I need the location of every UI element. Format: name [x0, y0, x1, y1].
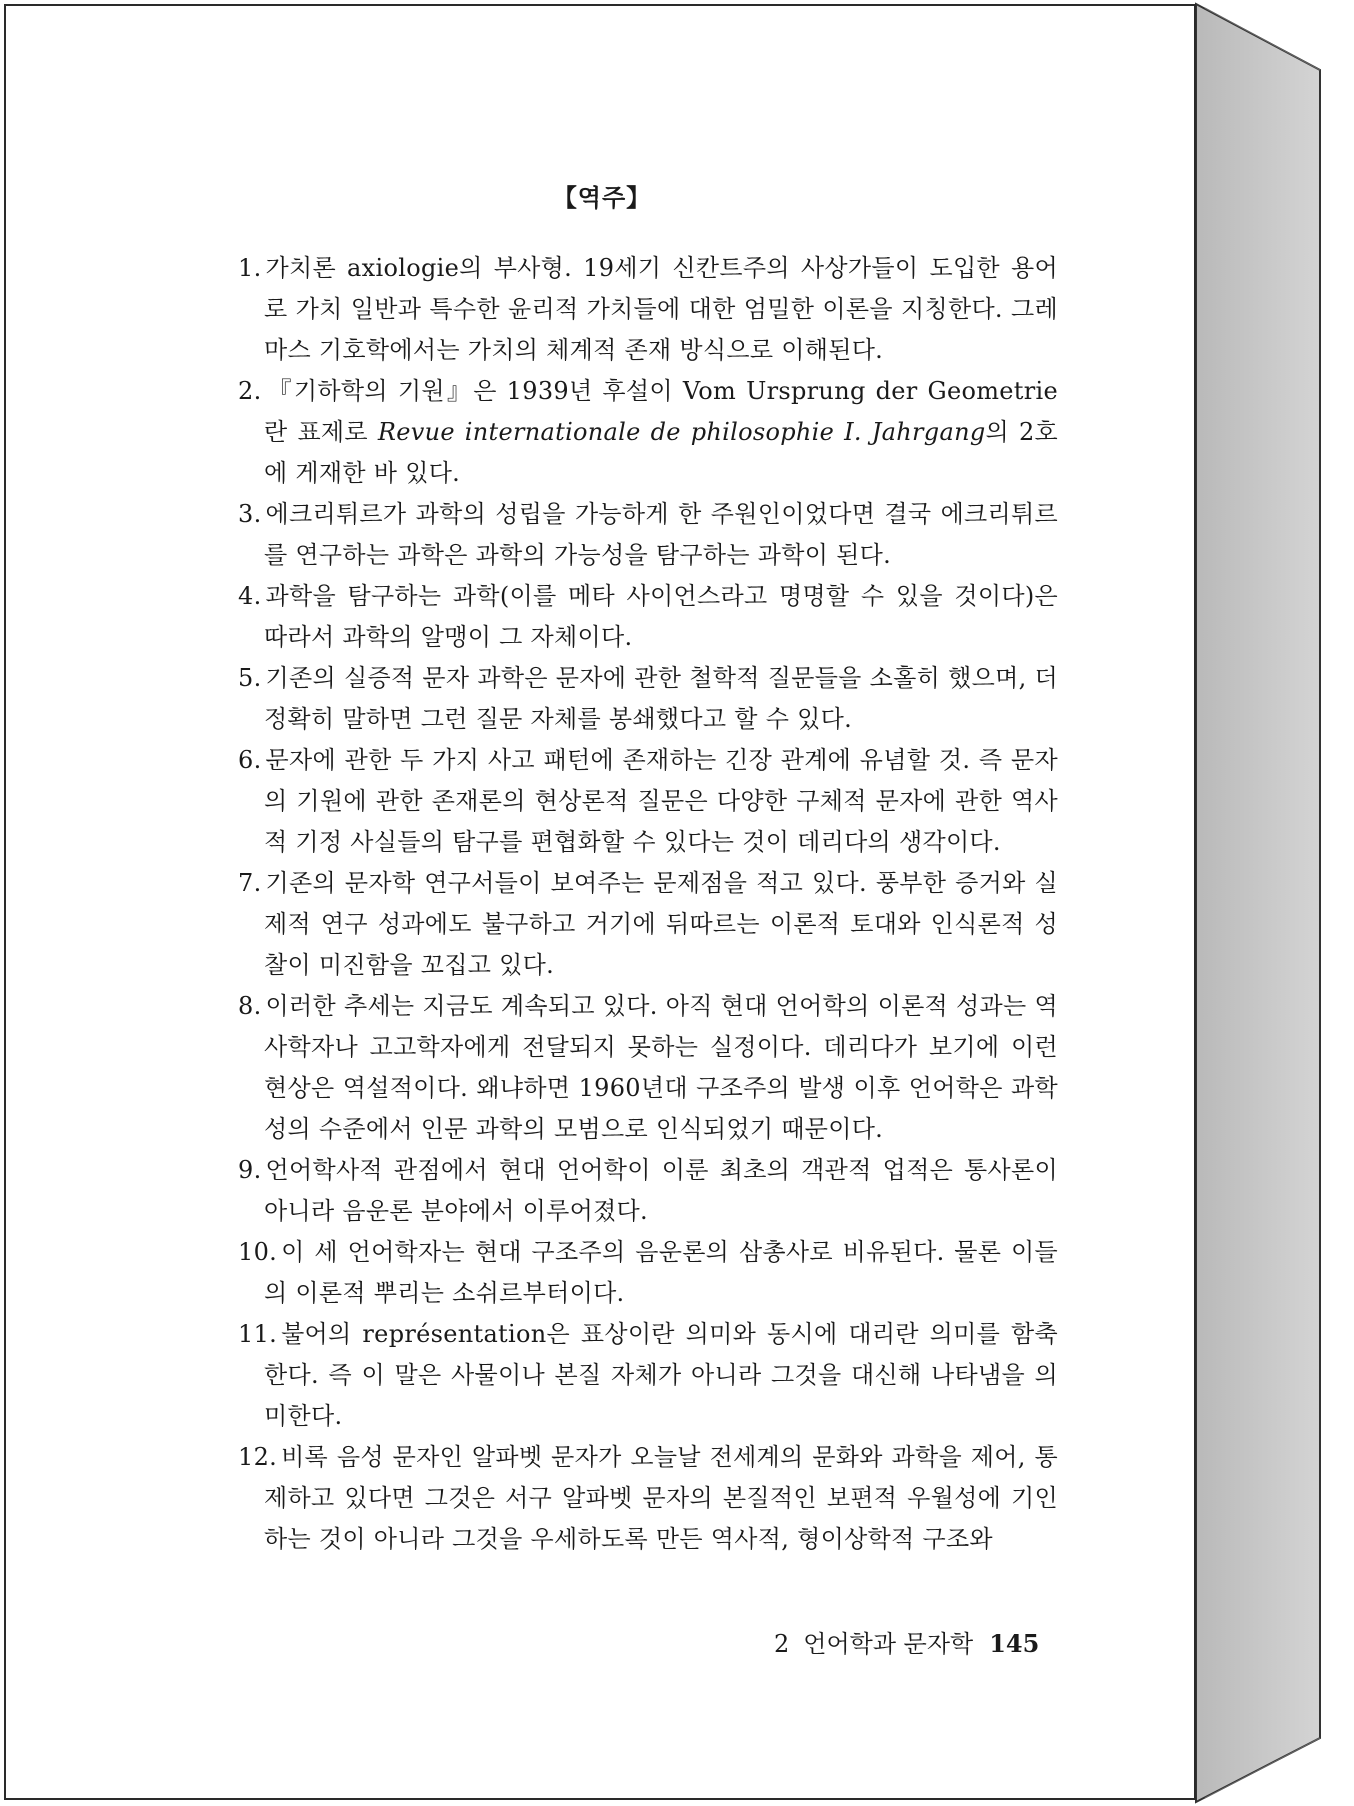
note-item: 11. 불어의 représentation은 표상이란 의미와 동시에 대리란 의미를 함축한다. 즉 이 말은 사물이나 본질 자체가 아니라 그것을 대신해 나타냄을 의미한다. [238, 1320, 1058, 1430]
journal-title: Revue internationale de philosophie I. Jahrgang [377, 418, 986, 446]
page-face [4, 4, 1196, 1800]
page-footer [774, 1624, 1039, 1659]
page-heading: 【역주】 [552, 183, 652, 212]
note-item: 9. 언어학사적 관점에서 현대 언어학이 이룬 최초의 객관적 업적은 통사론이 아니라 음운론 분야에서 이루어졌다. [238, 1156, 1058, 1225]
note-item: 2. 『기하학의 기원』은 1939년 후설이 Vom Ursprung der Geometrie란 표제로 Revue internationale de philosophie I. Jahrgang의 2호에 게재한 바 있다. [238, 377, 1058, 487]
note-item: 4. 과학을 탐구하는 과학(이를 메타 사이언스라고 명명할 수 있을 것이다)은 따라서 과학의 알맹이 그 자체이다. [238, 582, 1058, 651]
note-item: 3. 에크리튀르가 과학의 성립을 가능하게 한 주원인이었다면 결국 에크리튀르를 연구하는 과학은 과학의 가능성을 탐구하는 과학이 된다. [238, 500, 1058, 569]
note-item: 6. 문자에 관한 두 가지 사고 패턴에 존재하는 긴장 관계에 유념할 것. 즉 문자의 기원에 관한 존재론의 현상론적 질문은 다양한 구체적 문자에 관한 역사적 기정 사실들의 탐구를 편협화할 수 있다는 것이 데리다의 생각이다. [238, 746, 1058, 856]
note-item: 8. 이러한 추세는 지금도 계속되고 있다. 아직 현대 언어학의 이론적 성과는 역사학자나 고고학자에게 전달되지 못하는 실정이다. 데리다가 보기에 이런 현상은 역설적이다. 왜냐하면 1960년대 구조주의 발생 이후 언어학은 과학성의 수준에서 인문 과학의 모범으로 인식되었기 때문이다. [238, 992, 1058, 1143]
chapter-number: 2 [774, 1630, 790, 1658]
chapter-title: 언어학과 문자학 [803, 1630, 974, 1658]
note-item: 7. 기존의 문자학 연구서들이 보여주는 문제점을 적고 있다. 풍부한 증거와 실제적 연구 성과에도 불구하고 거기에 뒤따르는 이론적 토대와 인식론적 성찰이 미진함을 꼬집고 있다. [238, 869, 1058, 979]
note-item: 5. 기존의 실증적 문자 과학은 문자에 관한 철학적 질문들을 소홀히 했으며, 더 정확히 말하면 그런 질문 자체를 봉쇄했다고 할 수 있다. [238, 664, 1058, 733]
note-item: 1. 가치론 axiologie의 부사형. 19세기 신칸트주의 사상가들이 도입한 용어로 가치 일반과 특수한 윤리적 가치들에 대한 엄밀한 이론을 지칭한다. 그레마스 기호학에서는 가치의 체계적 존재 방식으로 이해된다. [238, 254, 1058, 364]
notes-list [238, 248, 1058, 1560]
note-item: 10. 이 세 언어학자는 현대 구조주의 음운론의 삼총사로 비유된다. 물론 이들의 이론적 뿌리는 소쉬르부터이다. [238, 1238, 1058, 1307]
page-number: 145 [989, 1629, 1040, 1658]
note-item: 12. 비록 음성 문자인 알파벳 문자가 오늘날 전세계의 문화와 과학을 제어, 통제하고 있다면 그것은 서구 알파벳 문자의 본질적인 보편적 우월성에 기인하는 것이 아니라 그것을 우세하도록 만든 역사적, 형이상학적 구조와 [238, 1443, 1058, 1553]
